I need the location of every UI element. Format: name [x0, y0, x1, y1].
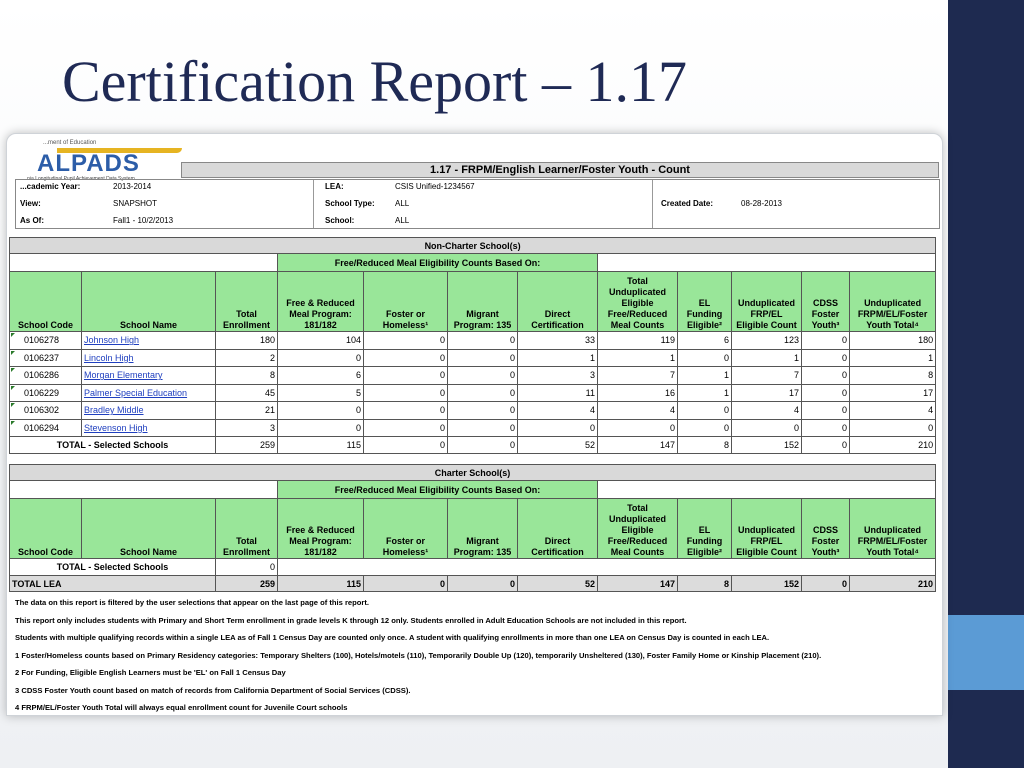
school-code-cell: 0106286 — [10, 367, 82, 385]
col-direct-certification: Direct Certification — [518, 499, 598, 559]
col-unduplicated-frpm-el: Unduplicated FRP/EL Eligible Count — [732, 499, 802, 559]
as-of-label: As Of: — [20, 216, 44, 225]
lea-label: LEA: — [325, 182, 344, 191]
lea-total-cell: 147 — [598, 576, 678, 592]
count-cell: 0 — [802, 332, 850, 350]
lea-value: CSIS Unified-1234567 — [395, 182, 475, 191]
school-name-link[interactable]: Bradley Middle — [82, 402, 216, 420]
count-cell: 0 — [448, 332, 518, 350]
col-foster-homeless: Foster or Homeless¹ — [364, 499, 448, 559]
academic-year-value: 2013-2014 — [113, 182, 152, 191]
count-cell: 0 — [802, 384, 850, 402]
count-cell: 21 — [216, 402, 278, 420]
count-cell: 0 — [278, 349, 364, 367]
count-cell: 0 — [732, 419, 802, 437]
count-cell: 0 — [278, 419, 364, 437]
count-cell: 8 — [216, 367, 278, 385]
count-cell: 0 — [448, 402, 518, 420]
count-cell: 0 — [448, 367, 518, 385]
count-cell: 0 — [678, 349, 732, 367]
col-school-code: School Code — [10, 272, 82, 332]
count-cell: 3 — [518, 367, 598, 385]
total-label: TOTAL - Selected Schools — [10, 559, 216, 576]
col-school-name: School Name — [82, 499, 216, 559]
col-cdss-foster: CDSS Foster Youth³ — [802, 499, 850, 559]
total-cell: 0 — [216, 559, 278, 576]
count-cell: 6 — [678, 332, 732, 350]
note-line: 3 CDSS Foster Youth count based on match of records from California Department of Social Services (CDSS). — [15, 685, 411, 695]
table-row — [10, 384, 936, 402]
lea-total-cell: 115 — [278, 576, 364, 592]
lea-total-cell: 0 — [448, 576, 518, 592]
col-el-funding: EL Funding Eligible² — [678, 272, 732, 332]
school-name-link[interactable]: Morgan Elementary — [82, 367, 216, 385]
total-cell: 0 — [448, 437, 518, 454]
count-cell: 0 — [364, 349, 448, 367]
school-code-cell: 0106237 — [10, 349, 82, 367]
school-code-cell: 0106278 — [10, 332, 82, 350]
count-cell: 7 — [732, 367, 802, 385]
count-cell: 1 — [678, 367, 732, 385]
charter-total-row — [10, 559, 936, 576]
note-line: The data on this report is filtered by the user selections that appear on the last page of this report. — [15, 598, 370, 607]
col-school-name: School Name — [82, 272, 216, 332]
total-cell: 115 — [278, 437, 364, 454]
report-screenshot — [6, 133, 943, 716]
col-unduplicated-total: Unduplicated FRPM/EL/Foster Youth Total⁴ — [850, 499, 936, 559]
col-unduplicated-frm: Total Unduplicated Eligible Free/Reduced Meal Counts — [598, 272, 678, 332]
free-reduced-group-header: Free/Reduced Meal Eligibility Counts Based On: — [278, 481, 598, 499]
non-charter-title: Non-Charter School(s) — [10, 238, 936, 254]
count-cell: 0 — [364, 419, 448, 437]
total-cell: 147 — [598, 437, 678, 454]
logo-department: ...ment of Education — [43, 140, 97, 146]
total-label: TOTAL - Selected Schools — [10, 437, 216, 454]
table-row — [10, 332, 936, 350]
note-line: 4 FRPM/EL/Foster Youth Total will always equal enrollment count for Juvenile Court schools — [15, 703, 348, 712]
report-notes — [15, 594, 940, 716]
count-cell: 5 — [278, 384, 364, 402]
created-date-label: Created Date: — [661, 199, 714, 208]
non-charter-table — [9, 237, 936, 454]
total-cell: 0 — [802, 437, 850, 454]
lea-total-cell: 152 — [732, 576, 802, 592]
lea-total-cell: 0 — [802, 576, 850, 592]
col-free-reduced: Free & Reduced Meal Program: 181/182 — [278, 499, 364, 559]
logo-name: ALPADS — [37, 150, 140, 177]
school-name-link[interactable]: Palmer Special Education — [82, 384, 216, 402]
count-cell: 123 — [732, 332, 802, 350]
col-unduplicated-frpm-el: Unduplicated FRP/EL Eligible Count — [732, 272, 802, 332]
count-cell: 6 — [278, 367, 364, 385]
note-line: 1 Foster/Homeless counts based on Primary Residency categories: Temporary Shelters (100), Hotels/motels (110), Temporarily Double Up (120), temporarily Unsheltered (130), Foster Family Home or Kinship Placement (210). — [15, 650, 822, 660]
count-cell: 4 — [850, 402, 936, 420]
logo-subtitle: ...nia Longitudinal Pupil Achievement Data System — [23, 176, 135, 182]
academic-year-label: ...cademic Year: — [20, 182, 81, 191]
col-school-code: School Code — [10, 499, 82, 559]
count-cell: 0 — [448, 349, 518, 367]
count-cell: 0 — [518, 419, 598, 437]
col-total-enrollment: Total Enrollment — [216, 499, 278, 559]
school-code-cell: 0106294 — [10, 419, 82, 437]
as-of-value: Fall1 - 10/2/2013 — [113, 216, 174, 225]
col-el-funding: EL Funding Eligible² — [678, 499, 732, 559]
count-cell: 180 — [216, 332, 278, 350]
table-row — [10, 402, 936, 420]
count-cell: 0 — [802, 419, 850, 437]
total-cell: 0 — [364, 437, 448, 454]
charter-title: Charter School(s) — [10, 465, 936, 481]
count-cell: 0 — [850, 419, 936, 437]
count-cell: 16 — [598, 384, 678, 402]
col-migrant: Migrant Program: 135 — [448, 499, 518, 559]
count-cell: 0 — [802, 367, 850, 385]
report-title: 1.17 - FRPM/English Learner/Foster Youth - Count — [181, 162, 939, 178]
count-cell: 0 — [364, 384, 448, 402]
school-type-label: School Type: — [325, 199, 375, 208]
view-label: View: — [20, 199, 41, 208]
count-cell: 0 — [364, 367, 448, 385]
col-total-enrollment: Total Enrollment — [216, 272, 278, 332]
count-cell: 33 — [518, 332, 598, 350]
count-cell: 1 — [732, 349, 802, 367]
count-cell: 1 — [850, 349, 936, 367]
count-cell: 0 — [364, 402, 448, 420]
count-cell: 11 — [518, 384, 598, 402]
school-code-cell: 0106302 — [10, 402, 82, 420]
school-value: ALL — [395, 216, 410, 225]
free-reduced-group-header: Free/Reduced Meal Eligibility Counts Based On: — [278, 254, 598, 272]
view-value: SNAPSHOT — [113, 199, 158, 208]
count-cell: 0 — [678, 419, 732, 437]
col-unduplicated-total: Unduplicated FRPM/EL/Foster Youth Total⁴ — [850, 272, 936, 332]
table-row — [10, 419, 936, 437]
col-cdss-foster: CDSS Foster Youth³ — [802, 272, 850, 332]
table-row — [10, 349, 936, 367]
note-line: This report only includes students with Primary and Short Term enrollment in grade levels K through 12 only. Students enrolled in Adult Education Schools are not included in this report. — [15, 615, 687, 625]
lea-total-cell: 52 — [518, 576, 598, 592]
slide-accent-block — [948, 615, 1024, 690]
count-cell: 0 — [802, 402, 850, 420]
col-foster-homeless: Foster or Homeless¹ — [364, 272, 448, 332]
count-cell: 0 — [278, 402, 364, 420]
total-cell: 8 — [678, 437, 732, 454]
school-name-link[interactable]: Johnson High — [82, 332, 216, 350]
lea-total-cell: 8 — [678, 576, 732, 592]
total-cell: 52 — [518, 437, 598, 454]
count-cell: 0 — [598, 419, 678, 437]
count-cell: 0 — [364, 332, 448, 350]
count-cell: 17 — [732, 384, 802, 402]
note-line: 2 For Funding, Eligible English Learners must be 'EL' on Fall 1 Census Day — [15, 668, 286, 677]
created-date-value: 08-28-2013 — [741, 199, 782, 208]
count-cell: 1 — [518, 349, 598, 367]
lea-total-cell: 210 — [850, 576, 936, 592]
count-cell: 4 — [518, 402, 598, 420]
count-cell: 2 — [216, 349, 278, 367]
note-line: Students with multiple qualifying records within a single LEA as of Fall 1 Census Day are counted only once. A student with qualifying enrollments in more than one LEA on Census Day is counted in each LEA. — [15, 633, 770, 642]
total-cell: 210 — [850, 437, 936, 454]
count-cell: 3 — [216, 419, 278, 437]
count-cell: 0 — [802, 349, 850, 367]
count-cell: 17 — [850, 384, 936, 402]
col-free-reduced: Free & Reduced Meal Program: 181/182 — [278, 272, 364, 332]
total-cell: 259 — [216, 437, 278, 454]
slide-title: Certification Report – 1.17 — [62, 49, 687, 114]
school-name-link[interactable]: Lincoln High — [82, 349, 216, 367]
total-cell: 152 — [732, 437, 802, 454]
school-code-cell: 0106229 — [10, 384, 82, 402]
count-cell: 45 — [216, 384, 278, 402]
lea-total-label: TOTAL LEA — [10, 576, 216, 592]
count-cell: 1 — [678, 384, 732, 402]
count-cell: 0 — [678, 402, 732, 420]
col-migrant: Migrant Program: 135 — [448, 272, 518, 332]
school-name-link[interactable]: Stevenson High — [82, 419, 216, 437]
charter-table — [9, 464, 936, 592]
lea-total-row — [10, 576, 936, 592]
count-cell: 4 — [598, 402, 678, 420]
count-cell: 0 — [448, 384, 518, 402]
count-cell: 7 — [598, 367, 678, 385]
report-parameters — [15, 179, 940, 229]
count-cell: 119 — [598, 332, 678, 350]
col-direct-certification: Direct Certification — [518, 272, 598, 332]
count-cell: 180 — [850, 332, 936, 350]
count-cell: 1 — [598, 349, 678, 367]
lea-total-cell: 259 — [216, 576, 278, 592]
lea-total-cell: 0 — [364, 576, 448, 592]
count-cell: 104 — [278, 332, 364, 350]
table-row — [10, 367, 936, 385]
count-cell: 4 — [732, 402, 802, 420]
col-unduplicated-frm: Total Unduplicated Eligible Free/Reduced Meal Counts — [598, 499, 678, 559]
non-charter-total-row — [10, 437, 936, 454]
count-cell: 0 — [448, 419, 518, 437]
count-cell: 8 — [850, 367, 936, 385]
calpads-logo — [17, 140, 182, 180]
school-label: School: — [325, 216, 355, 225]
school-type-value: ALL — [395, 199, 410, 208]
